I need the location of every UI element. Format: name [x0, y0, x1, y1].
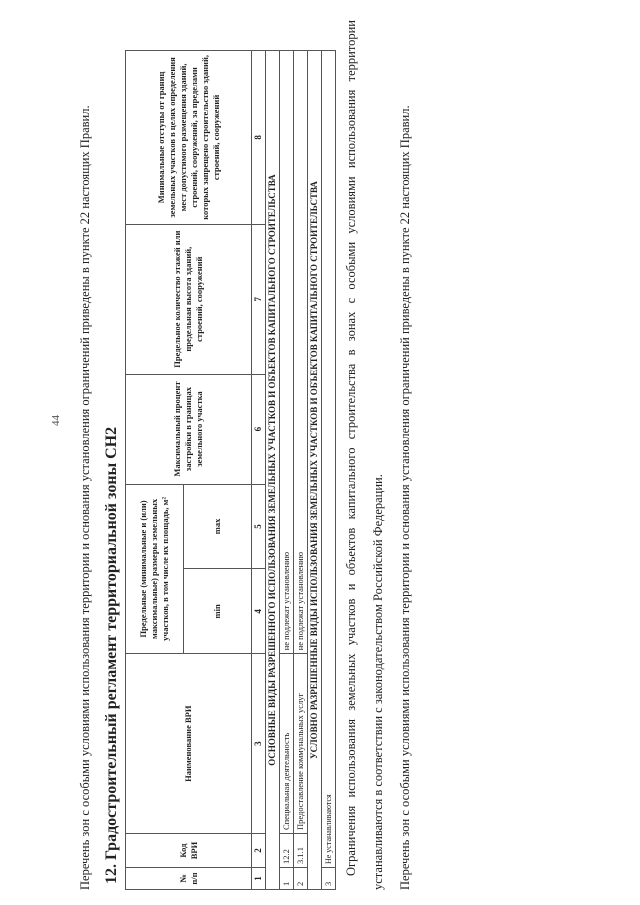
table-row — [294, 51, 308, 890]
restrictions-paragraph: Ограничения использования земельных участков и объектов капитального строительства в зонах с особыми условиями использования территории устанавливаются в соответствии с законодательством Российской Федерации. — [344, 20, 385, 890]
header-size-group: Предельные (минимальные и (или) максимальные) размеры земельных участков, в том числе их площадь, м² — [126, 484, 184, 654]
outro-paragraph: Перечень зон с особыми условиями использования территории и основания установления ограничений приведены в пункте 22 настоящих Правил. — [398, 105, 412, 890]
column-numbers-row — [252, 51, 266, 890]
column-number: 5 — [252, 484, 266, 569]
page-number: 44 — [50, 415, 62, 426]
header-min: min — [184, 569, 252, 654]
row-note: не подлежат установлению — [294, 51, 308, 654]
row-code: 3.1.1 — [294, 834, 308, 868]
header-max-percent: Максимальный процент застройки в границах земельного участка — [126, 374, 252, 484]
header-setbacks: Минимальные отступы от границ земельных участков в целях определения мест допустимого размещения зданий, строений, сооружений, за пределами которых запрещено строительство зданий, строений, сооружений — [126, 51, 252, 225]
main-section-title: ОСНОВНЫЕ ВИДЫ РАЗРЕШЕННОГО ИСПОЛЬЗОВАНИЯ ЗЕМЕЛЬНЫХ УЧАСТКОВ И ОБЪЕКТОВ КАПИТАЛЬНОГО СТРОИТЕЛЬСТВА — [266, 51, 280, 890]
row-name: Специальная деятельность — [280, 654, 294, 834]
rotated-document-page — [72, 20, 592, 890]
section-title: 12. Градостроительный регламент территориальной зоны СН2 — [103, 426, 120, 884]
column-number: 7 — [252, 224, 266, 374]
main-section-row — [266, 51, 280, 890]
row-code: 12.2 — [280, 834, 294, 868]
row-num: 1 — [280, 868, 294, 890]
intro-paragraph: Перечень зон с особыми условиями использования территории и основания установления ограничений приведены в пункте 22 настоящих Правил. — [78, 105, 92, 890]
column-number: 4 — [252, 569, 266, 654]
row-num: 2 — [294, 868, 308, 890]
conditional-section-row — [308, 51, 322, 890]
header-floors: Предельное количество этажей или предельная высота зданий, строений, сооружений — [126, 224, 252, 374]
column-number: 1 — [252, 868, 266, 890]
table-row — [322, 51, 336, 890]
conditional-section-title: УСЛОВНО РАЗРЕШЕННЫЕ ВИДЫ ИСПОЛЬЗОВАНИЯ ЗЕМЕЛЬНЫХ УЧАСТКОВ И ОБЪЕКТОВ КАПИТАЛЬНОГО СТРОИТЕЛЬСТВА — [308, 51, 322, 890]
column-number: 6 — [252, 374, 266, 484]
row-name: Предоставление коммунальных услуг — [294, 654, 308, 834]
header-max: max — [184, 484, 252, 569]
header-name: Наименование ВРИ — [126, 654, 252, 834]
row-note: Не устанавливаются — [322, 51, 336, 868]
column-number: 3 — [252, 654, 266, 834]
table-row — [280, 51, 294, 890]
row-num: 3 — [322, 868, 336, 890]
regulation-table — [125, 50, 336, 890]
row-note: не подлежат установлению — [280, 51, 294, 654]
header-num: № п/п — [126, 868, 252, 890]
header-row — [126, 51, 184, 890]
header-code: Код ВРИ — [126, 834, 252, 868]
column-number: 8 — [252, 51, 266, 225]
column-number: 2 — [252, 834, 266, 868]
